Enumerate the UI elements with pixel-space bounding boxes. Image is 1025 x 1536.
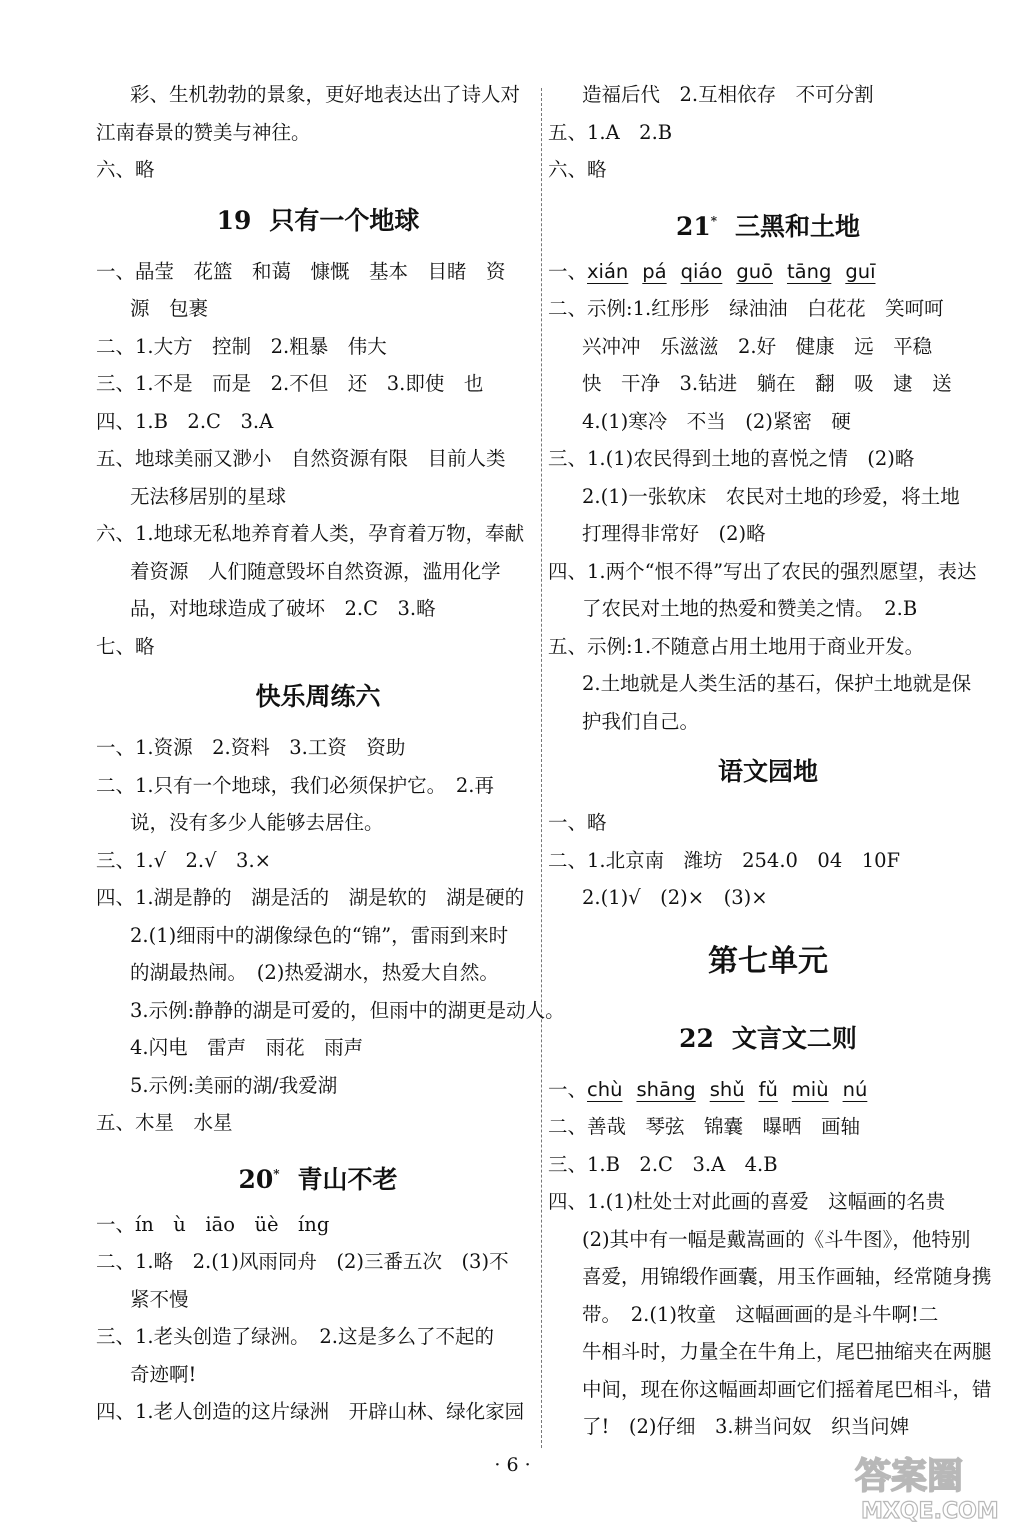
text-line: 3.示例:静静的湖是可爱的，但雨中的湖更是动人。 (130, 998, 565, 1022)
text-line: 无法移居别的星球 (130, 484, 287, 508)
text-line: 一、1.资源 2.资料 3.工资 资助 (96, 736, 406, 759)
text-line: 二、示例:1.红彤彤 绿油油 白花花 笑呵呵 (548, 297, 944, 320)
pinyin-answer: xián (587, 259, 629, 283)
optional-lesson-mark: * (710, 213, 718, 228)
optional-lesson-mark: * (273, 1166, 280, 1181)
text-line: 二、1.略 2.(1)风雨同舟 (2)三番五次 (3)不 (96, 1250, 509, 1273)
unit-7-heading: 第七单元 (708, 943, 828, 979)
text-line: 牛相斗时，力量全在牛角上，尾巴抽缩夹在两腿 (582, 1340, 992, 1363)
text-line: 二、1.大方 控制 2.粗暴 伟大 (96, 334, 387, 358)
text-line: 四、1.(1)杜处士对此画的喜爱 这幅画的名贵 (548, 1190, 946, 1213)
lesson-22-heading (548, 1007, 988, 1071)
text-line: 护我们自己。 (582, 709, 700, 733)
pinyin-answer: shǔ (709, 1077, 745, 1101)
text-line: 的湖最热闹。 (2)热爱湖水，热爱大自然。 (130, 961, 499, 984)
text-line: 紧不慢 (130, 1287, 189, 1311)
pinyin-line (548, 253, 988, 291)
text-line: 四、1.两个“恨不得”写出了农民的强烈愿望，表达 (548, 559, 977, 583)
text-line: 一、略 (548, 811, 607, 834)
pinyin-answer: fǔ (758, 1077, 778, 1101)
text-line: 源 包裹 (130, 297, 209, 320)
text-line: 兴冲冲 乐滋滋 2.好 健康 远 平稳 (582, 334, 933, 358)
chinese-garden-heading: 语文园地 (717, 757, 818, 786)
lesson-title: 只有一个地球 (269, 205, 420, 235)
pinyin-answer: guī (845, 259, 876, 283)
text-line: 三、1.√ 2.√ 3.× (96, 848, 272, 872)
text-line: 二、善哉 琴弦 锦囊 曝晒 画轴 (548, 1115, 861, 1138)
text-line: 二、1.只有一个地球，我们必须保护它。 2.再 (96, 773, 494, 797)
pinyin-line (548, 1071, 988, 1109)
text-line: 三、1.老头创造了绿洲。 2.这是多么了不起的 (96, 1325, 494, 1348)
text-line: 七、略 (96, 634, 155, 658)
page-number: · 6 · (494, 1454, 531, 1476)
text-line: 六、略 (96, 158, 155, 181)
text-line: 江南春景的赞美与神往。 (96, 120, 311, 144)
text-line: 喜爱，用锦缎作画囊，用玉作画轴，经常随身携 (582, 1265, 992, 1288)
lesson-21-heading (548, 189, 988, 253)
text-line: 五、示例:1.不随意占用土地用于商业开发。 (548, 634, 925, 658)
lesson-title: 青山不老 (297, 1164, 398, 1194)
text-line: 五、1.A 2.B (548, 120, 673, 144)
text-line: 带。 2.(1)牧童 这幅画画的是斗牛啊!二 (582, 1302, 939, 1326)
text-line: 快 干净 3.钻进 躺在 翻 吸 逮 送 (582, 372, 952, 395)
text-line: 六、略 (548, 158, 607, 181)
lesson-number: 22 (679, 1023, 714, 1053)
lesson-number-value: 20 (238, 1164, 274, 1194)
pinyin-answer: tāng (786, 259, 832, 283)
column-divider (541, 88, 542, 1448)
pinyin-answer: guō (736, 259, 773, 283)
text-line: 2.(1)√ (2)× (3)× (582, 886, 768, 909)
text-line: 五、木星 水星 (96, 1111, 233, 1134)
text-line: 了! (2)仔细 3.耕当问奴 织当问婢 (582, 1415, 910, 1438)
text-line: 四、1.湖是静的 湖是活的 湖是软的 湖是硬的 (96, 886, 525, 909)
text-line: 二、1.北京南 潍坊 254.0 04 10F (548, 848, 901, 872)
lesson-number (238, 1165, 279, 1194)
text-line: 一、晶莹 花篮 和蔼 慷慨 基本 目睹 资 (96, 259, 506, 283)
text-line: 三、1.(1)农民得到土地的喜悦之情 (2)略 (548, 447, 915, 470)
lesson-19-heading (96, 189, 540, 253)
lesson-number (676, 212, 717, 241)
text-line: 打理得非常好 (2)略 (582, 522, 766, 545)
text-line: 2.(1)细雨中的湖像绿色的“锦”，雷雨到来时 (130, 923, 509, 947)
text-line: 奇迹啊! (130, 1362, 197, 1386)
text-line: 5.示例:美丽的湖/我爱湖 (130, 1073, 338, 1097)
left-column (96, 76, 565, 1431)
text-line: 中间，现在你这幅画却画它们摇着尾巴相斗，错 (582, 1377, 992, 1401)
text-line: 4.闪电 雷声 雨花 雨声 (130, 1036, 364, 1059)
pinyin-answer: shāng (636, 1077, 696, 1101)
pinyin-answer: pá (642, 259, 667, 283)
text-line: 三、1.不是 而是 2.不但 还 3.即使 也 (96, 372, 484, 395)
text-line: 2.土地就是人类生活的基石，保护土地就是保 (582, 672, 972, 695)
text-line: 了农民对土地的热爱和赞美之情。 2.B (582, 597, 918, 620)
lesson-20-heading (96, 1142, 540, 1206)
item-prefix: 一、 (548, 1077, 588, 1101)
lesson-number-value: 21 (675, 211, 711, 241)
right-column (548, 76, 992, 1446)
text-line: 四、1.B 2.C 3.A (96, 409, 274, 433)
text-line: 2.(1)一张软床 农民对土地的珍爱，将土地 (582, 484, 960, 508)
text-line: 一、ín ù iāo üè íng (96, 1212, 330, 1236)
text-line: 着资源 人们随意毁坏自然资源，滥用化学 (130, 559, 501, 583)
text-line: 造福后代 2.互相依存 不可分割 (582, 83, 874, 106)
text-line: 四、1.老人创造的这片绿洲 开辟山林、绿化家园 (96, 1400, 525, 1423)
watermark-logo (851, 1444, 1011, 1526)
lesson-title: 三黑和土地 (735, 211, 861, 241)
pinyin-answer: nú (842, 1077, 868, 1101)
item-prefix: 一、 (548, 259, 588, 283)
text-line: 三、1.B 2.C 3.A 4.B (548, 1152, 778, 1176)
text-line: 六、1.地球无私地养育着人类，孕育着万物，奉献 (96, 522, 525, 545)
weekly-practice-heading: 快乐周练六 (255, 682, 381, 711)
watermark-url: MXQE.COM (861, 1499, 999, 1524)
text-line: 4.(1)寒冷 不当 (2)紧密 硬 (582, 409, 851, 433)
lesson-number: 19 (216, 205, 252, 235)
text-line: 品，对地球造成了破坏 2.C 3.略 (130, 597, 436, 620)
text-line: 彩、生机勃勃的景象，更好地表达出了诗人对 (130, 83, 521, 106)
text-line: 说，没有多少人能够去居住。 (130, 811, 384, 834)
pinyin-answer: chù (587, 1077, 623, 1101)
watermark-text: 答案圈 (855, 1456, 964, 1497)
pinyin-answer: miù (791, 1077, 829, 1101)
lesson-title: 文言文二则 (731, 1023, 857, 1053)
text-line: (2)其中有一幅是戴嵩画的《斗牛图》，他特别 (582, 1227, 971, 1251)
pinyin-answer: qiáo (680, 259, 723, 283)
text-line: 五、地球美丽又渺小 自然资源有限 目前人类 (96, 447, 506, 470)
